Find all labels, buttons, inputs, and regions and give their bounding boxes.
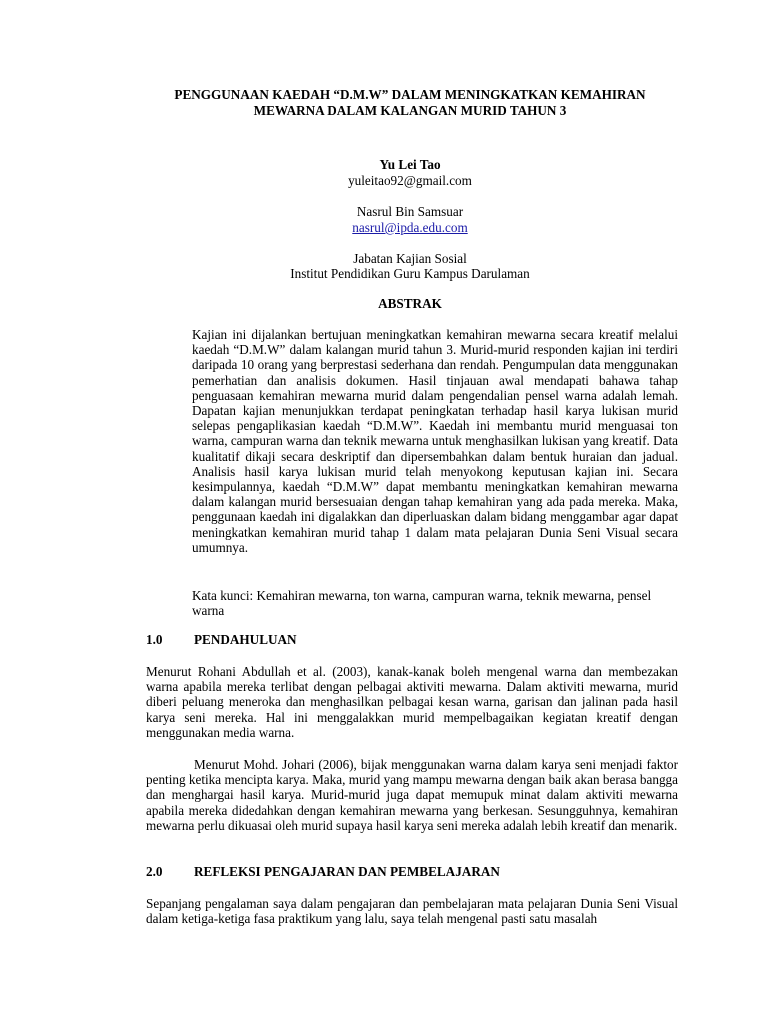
section-heading-1 xyxy=(146,632,297,647)
affiliation-institute: Institut Pendidikan Guru Kampus Darulaman xyxy=(290,266,530,281)
title-line-1: PENGGUNAAN KAEDAH “D.M.W” DALAM MENINGKATKAN KEMAHIRAN xyxy=(174,87,646,102)
section-number: 1.0 xyxy=(146,632,163,647)
body-paragraph: Sepanjang pengalaman saya dalam pengajaran dan pembelajaran mata pelajaran Dunia Seni Visual dalam ketiga-ketiga fasa praktikum yang lalu, saya telah mengenal pasti satu masalah xyxy=(146,896,678,927)
section-heading-2 xyxy=(146,864,500,879)
section-title: REFLEKSI PENGAJARAN DAN PEMBELAJARAN xyxy=(194,864,500,879)
coauthor-email-link[interactable]: nasrul@ipda.edu.com xyxy=(352,220,468,235)
coauthor-email-container xyxy=(140,220,680,235)
title-line-2: MEWARNA DALAM KALANGAN MURID TAHUN 3 xyxy=(253,102,567,118)
affiliation-department: Jabatan Kajian Sosial xyxy=(353,251,467,266)
coauthor-name: Nasrul Bin Samsuar xyxy=(356,204,464,219)
section-number: 2.0 xyxy=(146,864,163,879)
abstract-heading: ABSTRAK xyxy=(378,296,442,311)
abstract-keywords: Kata kunci: Kemahiran mewarna, ton warna, campuran warna, teknik mewarna, pensel warna xyxy=(192,588,652,619)
author-name: Yu Lei Tao xyxy=(379,157,441,172)
abstract-body: Kajian ini dijalankan bertujuan meningkatkan kemahiran mewarna secara kreatif melalui kaedah “D.M.W” dalam kalangan murid tahun 3. Murid-murid responden kajian ini terdiri daripada 10 orang yang berprestasi sederhana dan rendah. Pengumpulan data menggunakan pemerhatian dan analisis dokumen. Hasil tinjauan awal mendapati bahawa tahap penguasaan kemahiran mewarna murid dalam pengendalian pensel warna adalah lemah. Dapatan kajian menunjukkan terdapat peningkatan terhadap hasil karya lukisan murid selepas pengaplikasian kaedah “D.M.W”. Kaedah ini membantu murid menguasai ton warna, campuran warna dan teknik mewarna untuk menghasilkan lukisan yang kreatif. Data kualitatif dikaji secara deskriptif dan dipersembahkan dalam bentuk huraian dan jadual. Analisis hasil karya lukisan murid telah menyokong keputusan kajian ini. Secara kesimpulannya, kaedah “D.M.W” dapat membantu meningkatkan kemahiran mewarna dalam kalangan murid bersesuaian dengan tahap kemahiran yang ada pada mereka. Maka, penggunaan kaedah ini digalakkan dan diperluaskan dalam bidang menggambar agar dapat meningkatkan kemahiran murid tahap 1 dalam mata pelajaran Dunia Seni Visual secara umumnya. xyxy=(192,327,678,555)
paper-title xyxy=(140,87,680,118)
body-paragraph: Menurut Mohd. Johari (2006), bijak menggunakan warna dalam karya seni menjadi faktor penting ketika mencipta karya. Maka, murid yang mampu mewarna dengan baik akan berasa bangga dan menghargai hasil karya. Murid-murid juga dapat memupuk minat dalam aktiviti mewarna apabila mereka didedahkan dengan kemahiran mewarna yang berkesan. Sesungguhnya, kemahiran mewarna perlu dikuasai oleh murid supaya hasil karya seni mereka adalah lebih kreatif dan menarik. xyxy=(146,757,678,833)
author-email: yuleitao92@gmail.com xyxy=(348,173,472,188)
body-paragraph: Menurut Rohani Abdullah et al. (2003), kanak-kanak boleh mengenal warna dan membezakan warna apabila mereka terlibat dengan pelbagai aktiviti mewarna. Dalam aktiviti mewarna, murid diberi peluang meneroka dan menghasilkan pelbagai kesan warna, garisan dan jalinan pada hasil karya seni mereka. Hal ini menggalakkan murid mempelbagaikan kegiatan kreatif dengan menggunakan media warna. xyxy=(146,664,678,740)
section-title: PENDAHULUAN xyxy=(194,632,297,647)
